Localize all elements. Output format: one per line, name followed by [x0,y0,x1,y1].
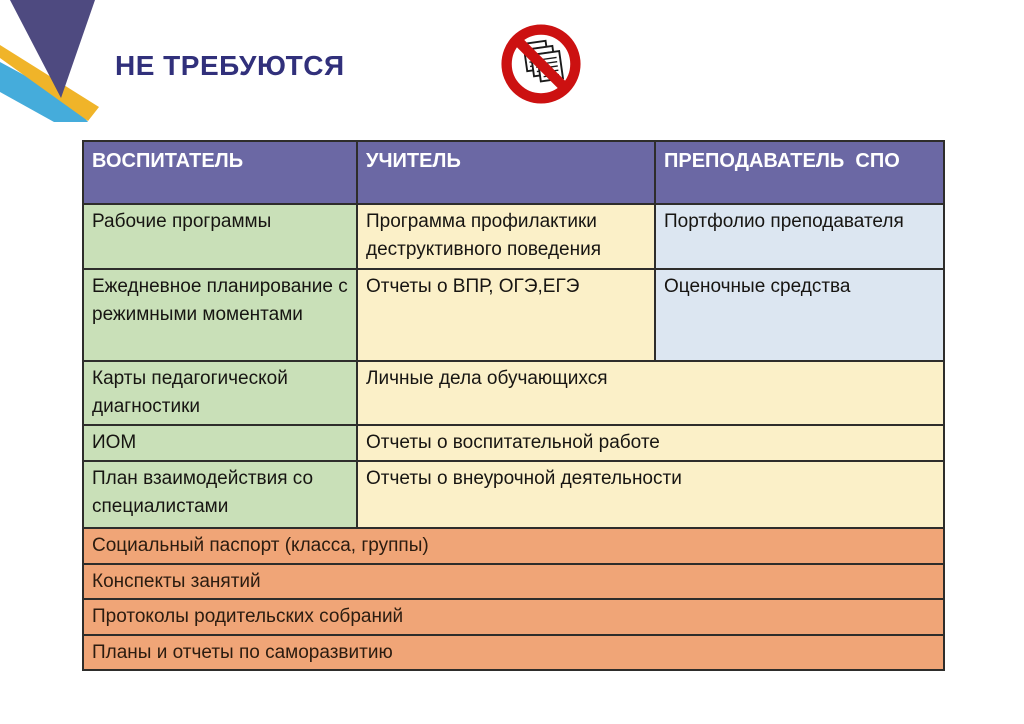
table-row-common [83,635,944,671]
page-title: НЕ ТРЕБУЮТСЯ [115,50,345,81]
cell-spo: Портфолио преподавателя [655,204,944,269]
table-row [83,269,944,361]
cell-common: Протоколы родительских собраний [83,599,944,635]
table-row [83,204,944,269]
cell-educator: Карты педагогической диагностики [83,361,357,425]
cell-common: Конспекты занятий [83,564,944,600]
cell-educator: План взаимодействия со специалистами [83,461,357,528]
cell-educator: Ежедневное планирование с режимными моментами [83,269,357,361]
cell-common: Планы и отчеты по саморазвитию [83,635,944,671]
column-header-uchitel: УЧИТЕЛЬ [357,141,655,204]
table-row-common [83,528,944,564]
cell-shared: Отчеты о внеурочной деятельности [357,461,944,528]
not-required-table [82,140,945,671]
table-row [83,361,944,425]
table-row-common [83,599,944,635]
no-documents-icon [498,21,584,107]
column-header-vospitatel: ВОСПИТАТЕЛЬ [83,141,357,204]
corner-decoration [0,0,112,126]
table-row-common [83,564,944,600]
cell-educator: Рабочие программы [83,204,357,269]
cell-spo: Оценочные средства [655,269,944,361]
column-header-prepodavatel-spo: ПРЕПОДАВАТЕЛЬ СПО [655,141,944,204]
cell-shared: Личные дела обучающихся [357,361,944,425]
header-row [83,141,944,204]
cell-teacher: Программа профилактики деструктивного поведения [357,204,655,269]
table-row [83,461,944,528]
cell-shared: Отчеты о воспитательной работе [357,425,944,461]
cell-educator: ИОМ [83,425,357,461]
cell-teacher: Отчеты о ВПР, ОГЭ,ЕГЭ [357,269,655,361]
cell-common: Социальный паспорт (класса, группы) [83,528,944,564]
table-row [83,425,944,461]
